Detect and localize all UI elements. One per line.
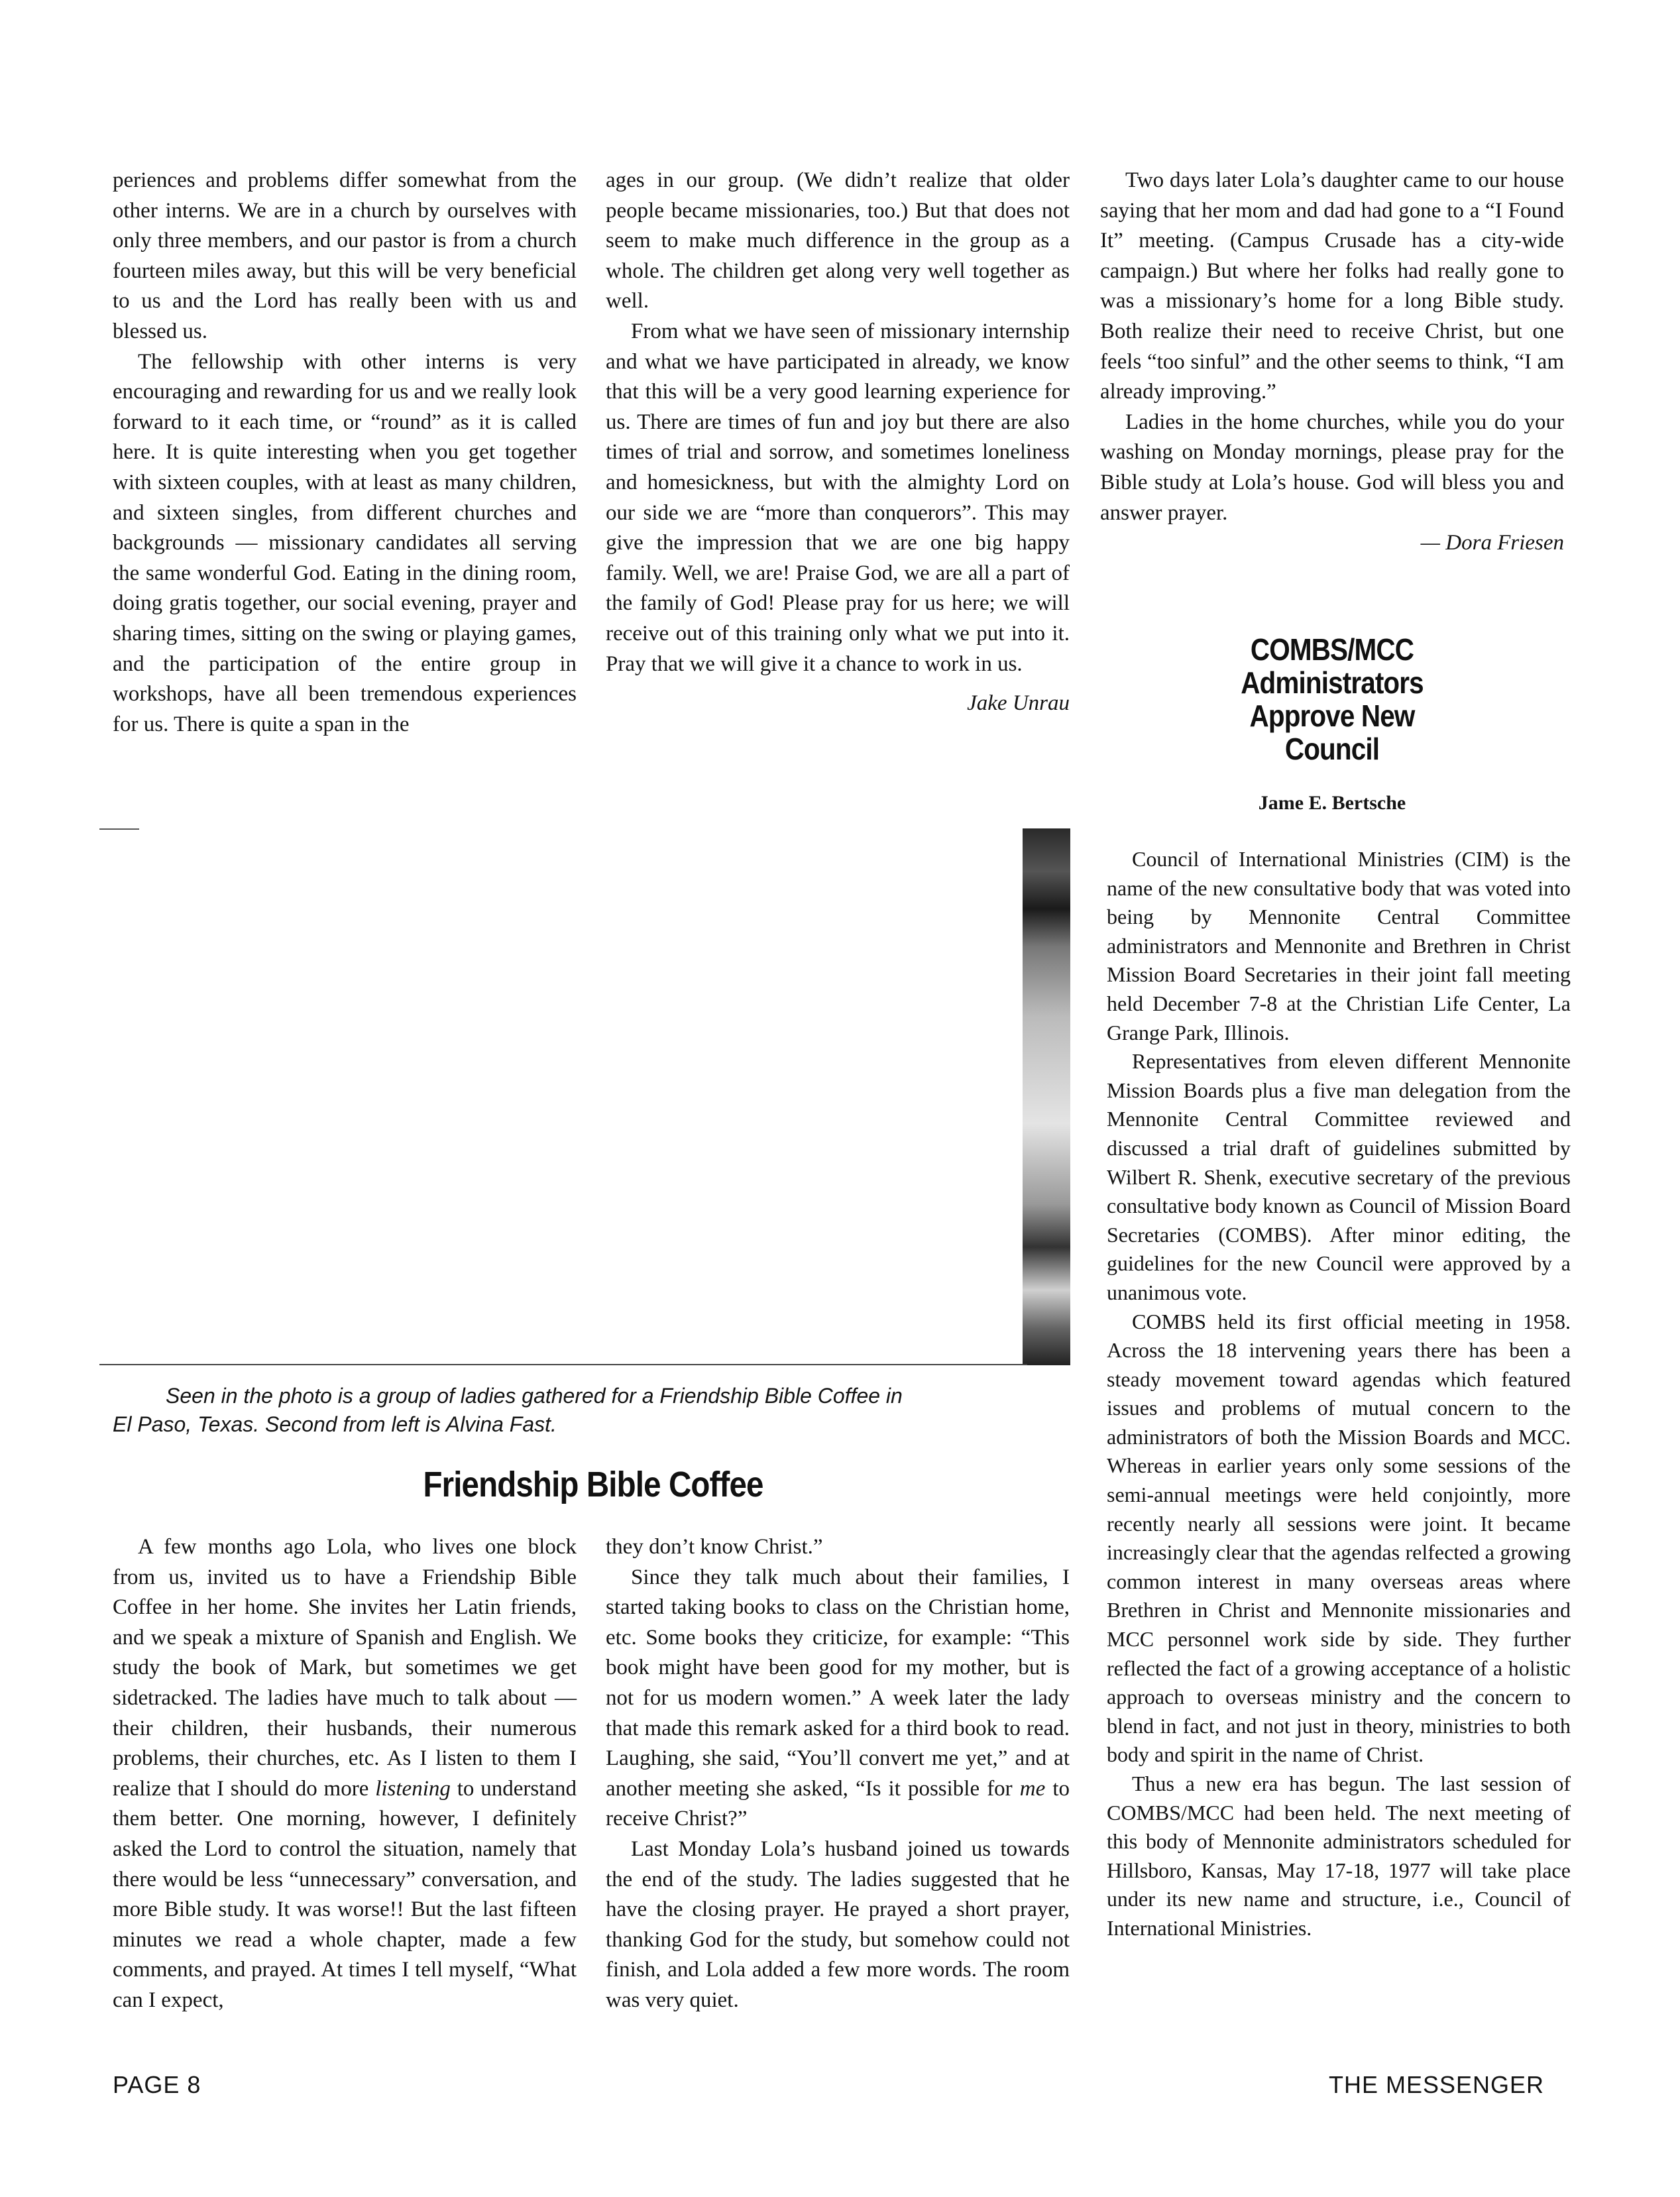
- paragraph: Last Monday Lola’s husband joined us towards the end of the study. The ladies suggested that he have the closing prayer. He prayed a short prayer, thanking God for the study, but somehow could not finish, and Lola added a few more words. The room was very quiet.: [606, 1836, 1070, 2012]
- byline: Jame E. Bertsche: [1258, 792, 1406, 814]
- caption-line: El Paso, Texas. Second from left is Alvina Fast.: [113, 1412, 557, 1436]
- signature-dora-friesen: — Dora Friesen: [1420, 531, 1564, 555]
- paragraph: ages in our group. (We didn’t realize that older people became missionaries, too.) But that does not seem to make much difference in the group as a whole. The children get along very well together as well.: [606, 168, 1070, 313]
- article-fbc-column-1: [113, 1532, 577, 2016]
- combs-headline: [1128, 633, 1536, 765]
- text-run: Since they talk much about their families, I started taking books to class on the Christian home, etc. Some books they criticize, for example: “This book might have been good for my mother, but is not for us modern women.” A week later the lady that made this remark asked for a third book to read. Laughing, she said, “You’ll convert me yet,” and at another meeting she asked, “Is it possible for: [606, 1565, 1070, 1801]
- article-internship-column-1: [113, 166, 577, 740]
- photo-border: [99, 828, 139, 830]
- headline-line: Administrators: [1241, 665, 1424, 700]
- paragraph: Representatives from eleven different Mennonite Mission Boards plus a five man delegation from the Mennonite Central Committee reviewed and discussed a trial draft of guidelines submitted by Wilbert R. Shenk, executive secretary of the previous consultative body known as Council of Mission Board Secretaries (COMBS). After minor editing, the guidelines for the new Council were approved by a unanimous vote.: [1107, 1049, 1571, 1304]
- photo-border: [99, 1364, 1027, 1365]
- paragraph: From what we have seen of missionary internship and what we have participated in already, we know that this will be a very good learning experience for us. There are times of fun and joy but there are also times of trial and sorrow, and sometimes loneliness and homesickness, but with the almighty Lord on our side we are “more than conquerors”. This may give the impression that we are one big happy family. Well, we are! Praise God, we are all a part of the family of God! Please pray for us here; we will receive out of this training only what we put into it. Pray that we will give it a chance to work in us.: [606, 319, 1070, 676]
- caption-line: Seen in the photo is a group of ladies gathered for a Friendship Bible Coffee in: [166, 1384, 903, 1408]
- photo-image-strip: [1023, 828, 1070, 1365]
- article-fbc-column-2: [606, 1532, 1070, 2016]
- signature-jake-unrau: Jake Unrau: [967, 691, 1070, 716]
- emphasis: me: [1019, 1776, 1046, 1801]
- paragraph: Ladies in the home churches, while you do your washing on Monday mornings, please pray for the Bible study at Lola’s house. God will bless you and answer prayer.: [1100, 410, 1564, 525]
- page-number: PAGE 8: [113, 2071, 201, 2098]
- paragraph: periences and problems differ somewhat from the other interns. We are in a church by ourselves with only three members, and our pastor is from a church fourteen miles away, but this will be very beneficial to us and the Lord has really been with us and blessed us.: [113, 168, 577, 343]
- text-run: to receive Christ?”: [606, 1776, 1070, 1831]
- article-fbc-continuation: [1100, 166, 1564, 559]
- paragraph: [113, 1532, 577, 2016]
- text-run: A few months ago Lola, who lives one block from us, invited us to have a Friendship Bible Coffee in her home. She invites her Latin friends, and we speak a mixture of Spanish and English. We study the book of Mark, but sometimes we get sidetracked. The ladies have much to talk about — their children, their husbands, their numerous problems, their churches, etc. As I listen to them I realize that I should do more: [113, 1535, 577, 1801]
- paragraph: Thus a new era has begun. The last session of COMBS/MCC had been held. The next meeting of this body of Mennonite administrators scheduled for Hillsboro, Kansas, May 17-18, 1977 will take place under its new name and structure, i.e., Council of International Ministries.: [1107, 1772, 1571, 1940]
- paragraph: [606, 1563, 1070, 1834]
- fbc-headline: Friendship Bible Coffee: [423, 1465, 763, 1504]
- article-internship-column-2: [606, 166, 1070, 719]
- emphasis: listening: [375, 1776, 451, 1801]
- paragraph: Two days later Lola’s daughter came to our house saying that her mom and dad had gone to a “I Found It” meeting. (Campus Crusade has a city-wide campaign.) But where her folks had really gone to was a missionary’s home for a long Bible study. Both realize their need to receive Christ, but one feels “too sinful” and the other seems to think, “I am already improving.”: [1100, 168, 1564, 404]
- paragraph: COMBS held its first official meeting in 1958. Across the 18 intervening years there has been a steady movement toward agendas which featured issues and problems of mutual concern to the administrators of both the Mission Boards and MCC. Whereas in earlier years only some sessions of the semi-annual meetings were held conjointly, more recently nearly all sessions were joint. It became increasingly clear that the agendas relfected a growing common interest in many overseas areas where Brethren in Christ and Mennonite missionaries and MCC personnel work side by side. They further reflected the fact of a growing acceptance of a holistic approach to overseas ministry and the concern to blend in fact, and not just in theory, ministries to both body and spirit in the name of Christ.: [1107, 1309, 1571, 1767]
- paragraph: The fellowship with other interns is very encouraging and rewarding for us and we really look forward to it each time, or “round” as it is called here. It is quite interesting when you get together with sixteen couples, with at least as many children, and sixteen singles, from different churches and backgrounds — missionary candidates all serving the same wonderful God. Eating in the dining room, doing gratis together, our social evening, prayer and sharing times, sitting on the swing or playing games, and the participation of the entire group in workshops, have all been tremendous experiences for us. There is quite a span in the: [113, 349, 577, 736]
- article-combs-body: [1107, 845, 1571, 1943]
- magazine-name: THE MESSENGER: [1329, 2071, 1545, 2098]
- headline-line: Council: [1284, 732, 1380, 766]
- text-run: to understand them better. One morning, however, I definitely asked the Lord to control the situation, namely that there would be less “unnecessary” conversation, and more Bible study. It was worse!! But the last fifteen minutes we read a whole chapter, made a few comments, and prayed. At times I tell myself, “What can I expect,: [113, 1776, 577, 2012]
- photo-friendship-bible-coffee: [99, 828, 1070, 1365]
- headline-line: COMBS/MCC: [1250, 632, 1414, 667]
- paragraph: Council of International Ministries (CIM) is the name of the new consultative body that was voted into being by Mennonite Central Committee administrators and Mennonite and Brethren in Christ Mission Board Secretaries in their joint fall meeting held December 7-8 at the Christian Life Center, La Grange Park, Illinois.: [1107, 847, 1571, 1044]
- headline-line: Approve New: [1249, 699, 1415, 733]
- paragraph: they don’t know Christ.”: [606, 1535, 823, 1559]
- photo-caption: [113, 1382, 1074, 1439]
